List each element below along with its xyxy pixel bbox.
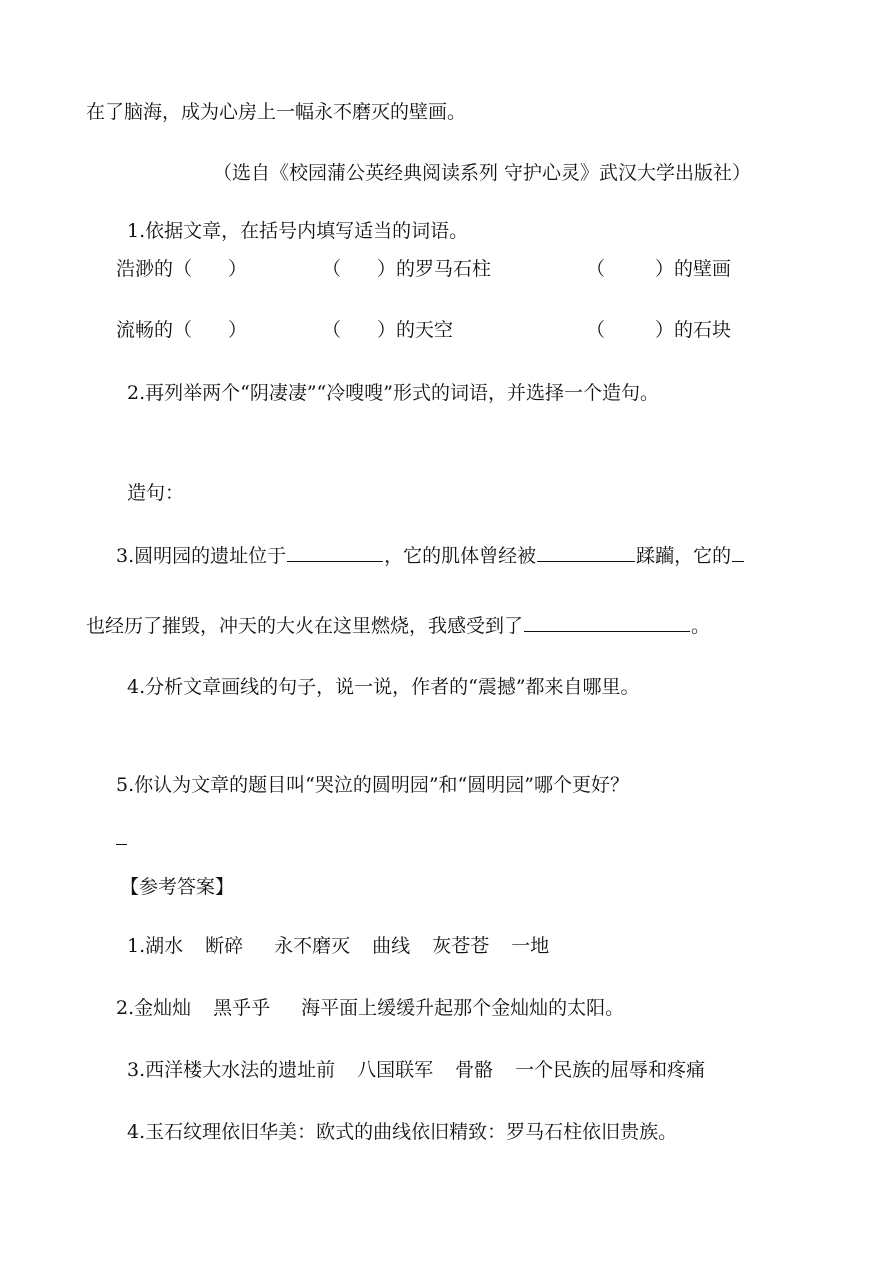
q1-row2-item-a [116,317,247,343]
q3-part-3: 蹂躏，它的 [636,545,732,567]
q5-answer-blank[interactable] [116,844,127,845]
answer-4: 4.玉石纹理依旧华美：欧式的曲线依旧精致：罗马石柱依旧贵族。 [127,1121,678,1143]
intro-line: 在了脑海，成为心房上一幅永不磨灭的壁画。 [86,101,467,123]
question-2-prompt: 2.再列举两个“阴凄凄”“冷嗖嗖”形式的词语，并选择一个造句。 [127,382,659,404]
answer-1-item: 灰苍苍 [432,935,490,957]
q1-row1-b-post: ）的罗马石柱 [377,258,492,280]
question-2-sentence-label: 造句： [127,482,185,504]
answer-3-item: 一个民族的屈辱和疼痛 [515,1059,706,1081]
q1-row2-b-pre: （ [322,319,342,341]
answer-1-item: 1.湖水 [127,935,184,957]
answer-3-item: 骨骼 [455,1059,494,1081]
q1-row1-c-post: ）的壁画 [655,258,732,280]
q1-row1-c-pre: （ [586,258,606,280]
answer-2-item: 2.金灿灿 [116,997,192,1019]
q1-row1-a-pre: 浩渺的（ [116,258,193,280]
q1-row1-b-pre: （ [322,258,342,280]
answer-2-item: 黑乎乎 [213,997,271,1019]
q1-row2-b-post: ）的天空 [377,319,454,341]
question-5-prompt: 5.你认为文章的题目叫“哭泣的圆明园”和“圆明园”哪个更好？ [116,774,629,796]
q1-row1-a-post: ） [228,258,248,280]
answer-2-item: 海平面上缓缓升起那个金灿灿的太阳。 [301,997,625,1019]
question-3-line-1 [116,541,745,569]
question-3-line-2 [86,611,710,639]
q1-row2-a-pre: 流畅的（ [116,319,193,341]
q1-row1-item-a [116,256,247,282]
answer-1-item: 曲线 [372,935,411,957]
answer-3-item: 3.西洋楼大水法的遗址前 [127,1059,336,1081]
q1-row2-a-post: ） [228,319,248,341]
q3-blank-4[interactable] [524,611,690,632]
answer-3 [127,1057,705,1083]
q3-part-2: ，它的肌体曾经被 [384,545,537,567]
q1-row1-item-c [586,256,731,282]
q3-line2-part-1: 也经历了摧毁，冲天的大火在这里燃烧，我感受到了 [86,615,524,637]
q1-row2-c-post: ）的石块 [655,319,732,341]
q1-row2-item-c [586,317,731,343]
answer-3-item: 八国联军 [357,1059,434,1081]
q1-row2-item-b [322,317,453,343]
q3-part-1: 3.圆明园的遗址位于 [116,545,287,567]
q1-row2-c-pre: （ [586,319,606,341]
question-1-prompt: 1.依据文章，在括号内填写适当的词语。 [127,220,469,242]
answer-2 [116,995,624,1021]
source-citation: （选自《校园蒲公英经典阅读系列 守护心灵》武汉大学出版社） [213,162,752,184]
q3-blank-1[interactable] [287,541,383,562]
answer-1-item: 一地 [511,935,550,957]
answer-1-item: 断碎 [205,935,244,957]
answer-1-item: 永不磨灭 [274,935,351,957]
question-4-prompt: 4.分析文章画线的句子，说一说，作者的“震撼”都来自哪里。 [127,676,640,698]
answers-heading: 【参考答案】 [120,876,235,898]
q1-row1-item-b [322,256,491,282]
q3-blank-2[interactable] [537,541,635,562]
answer-1 [127,933,549,959]
q3-blank-3[interactable] [732,541,744,562]
q3-line2-part-2: 。 [691,615,711,637]
